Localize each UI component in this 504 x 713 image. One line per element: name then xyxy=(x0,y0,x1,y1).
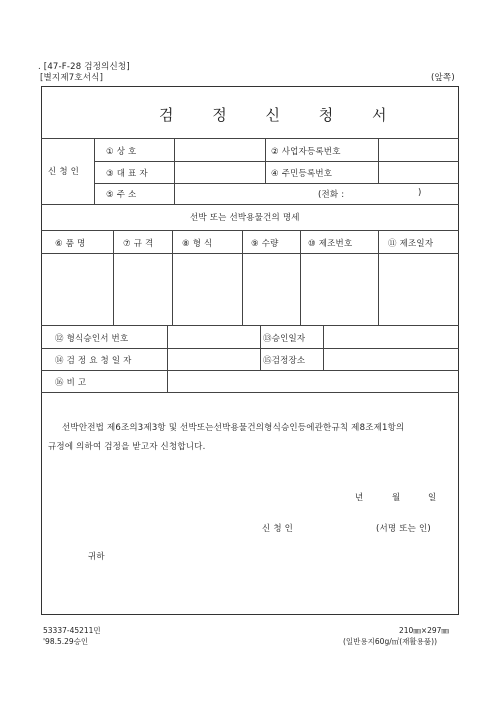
divider xyxy=(41,325,459,326)
divider xyxy=(260,325,261,370)
divider xyxy=(172,230,173,325)
footer-approval: '98.5.29승인 xyxy=(43,637,89,646)
form-title: 검 정 신 청 서 xyxy=(159,106,404,124)
divider xyxy=(41,204,459,205)
footer-paper-size: 210㎜×297㎜ xyxy=(399,626,449,635)
date-year: 년 xyxy=(355,493,364,503)
attachment-label: [별지제7호서식] xyxy=(40,73,104,83)
column-header: ⑪ 제조일자 xyxy=(388,239,434,249)
page-side-label: (앞쪽) xyxy=(431,73,455,83)
divider xyxy=(41,138,459,139)
items-heading: 선박 또는 선박용물건의 명세 xyxy=(190,213,300,223)
column-header: ⑦ 규 격 xyxy=(123,239,154,249)
column-header: ⑨ 수량 xyxy=(251,239,279,249)
inspection-place-label: ⑮검정장소 xyxy=(263,356,306,366)
date-month: 월 xyxy=(392,493,401,503)
column-header: ⑩ 제조번호 xyxy=(308,239,353,249)
signature-seal-label: (서명 또는 인) xyxy=(376,524,431,534)
request-date-label: ⑭ 검 정 요 청 일 자 xyxy=(55,356,132,366)
divider xyxy=(378,138,379,183)
applicant-section-label: 신 청 인 xyxy=(48,167,80,177)
approval-date-label: ⑬승인일자 xyxy=(263,334,306,344)
footer-paper-spec: (일반용지60g/㎡(재활용품)) xyxy=(343,637,437,646)
divider xyxy=(94,161,459,162)
statement-line-2: 규정에 의하여 검정을 받고자 신청합니다. xyxy=(48,442,206,452)
divider xyxy=(94,138,95,204)
signature-applicant-label: 신 청 인 xyxy=(262,524,294,534)
divider xyxy=(242,230,243,325)
divider xyxy=(323,325,324,370)
footer-code: 53337-45211민 xyxy=(43,626,101,635)
divider xyxy=(41,370,459,371)
resident-no-label: ④ 주민등록번호 xyxy=(271,169,333,179)
addressee-label: 귀하 xyxy=(88,552,105,562)
address-label: ⑤ 주 소 xyxy=(106,190,137,200)
divider xyxy=(167,325,168,392)
phone-close: ) xyxy=(418,188,422,198)
form-frame xyxy=(41,86,459,615)
divider xyxy=(41,253,459,254)
remarks-label: ⑯ 비 고 xyxy=(55,378,87,388)
statement-line-1: 선박안전법 제6조의3제3항 및 선박또는선박용물건의형식승인등에관한규칙 제8조제1항의 xyxy=(62,423,405,433)
date-day: 일 xyxy=(428,493,437,503)
divider xyxy=(300,230,301,325)
divider xyxy=(94,183,459,184)
divider xyxy=(41,348,459,349)
business-no-label: ② 사업자등록번호 xyxy=(271,147,341,157)
divider xyxy=(41,230,459,231)
divider xyxy=(41,392,459,393)
representative-label: ③ 대 표 자 xyxy=(106,169,148,179)
phone-label: (전화 : xyxy=(318,190,345,200)
approval-no-label: ⑫ 형식승인서 번호 xyxy=(55,334,129,344)
divider xyxy=(378,230,379,325)
column-header: ⑥ 품 명 xyxy=(55,239,86,249)
divider xyxy=(174,138,175,204)
form-code: . [47-F-28 검정의신청] xyxy=(38,62,130,72)
company-name-label: ① 상 호 xyxy=(106,147,137,157)
divider xyxy=(113,230,114,325)
divider xyxy=(265,138,266,183)
column-header: ⑧ 형 식 xyxy=(182,239,213,249)
